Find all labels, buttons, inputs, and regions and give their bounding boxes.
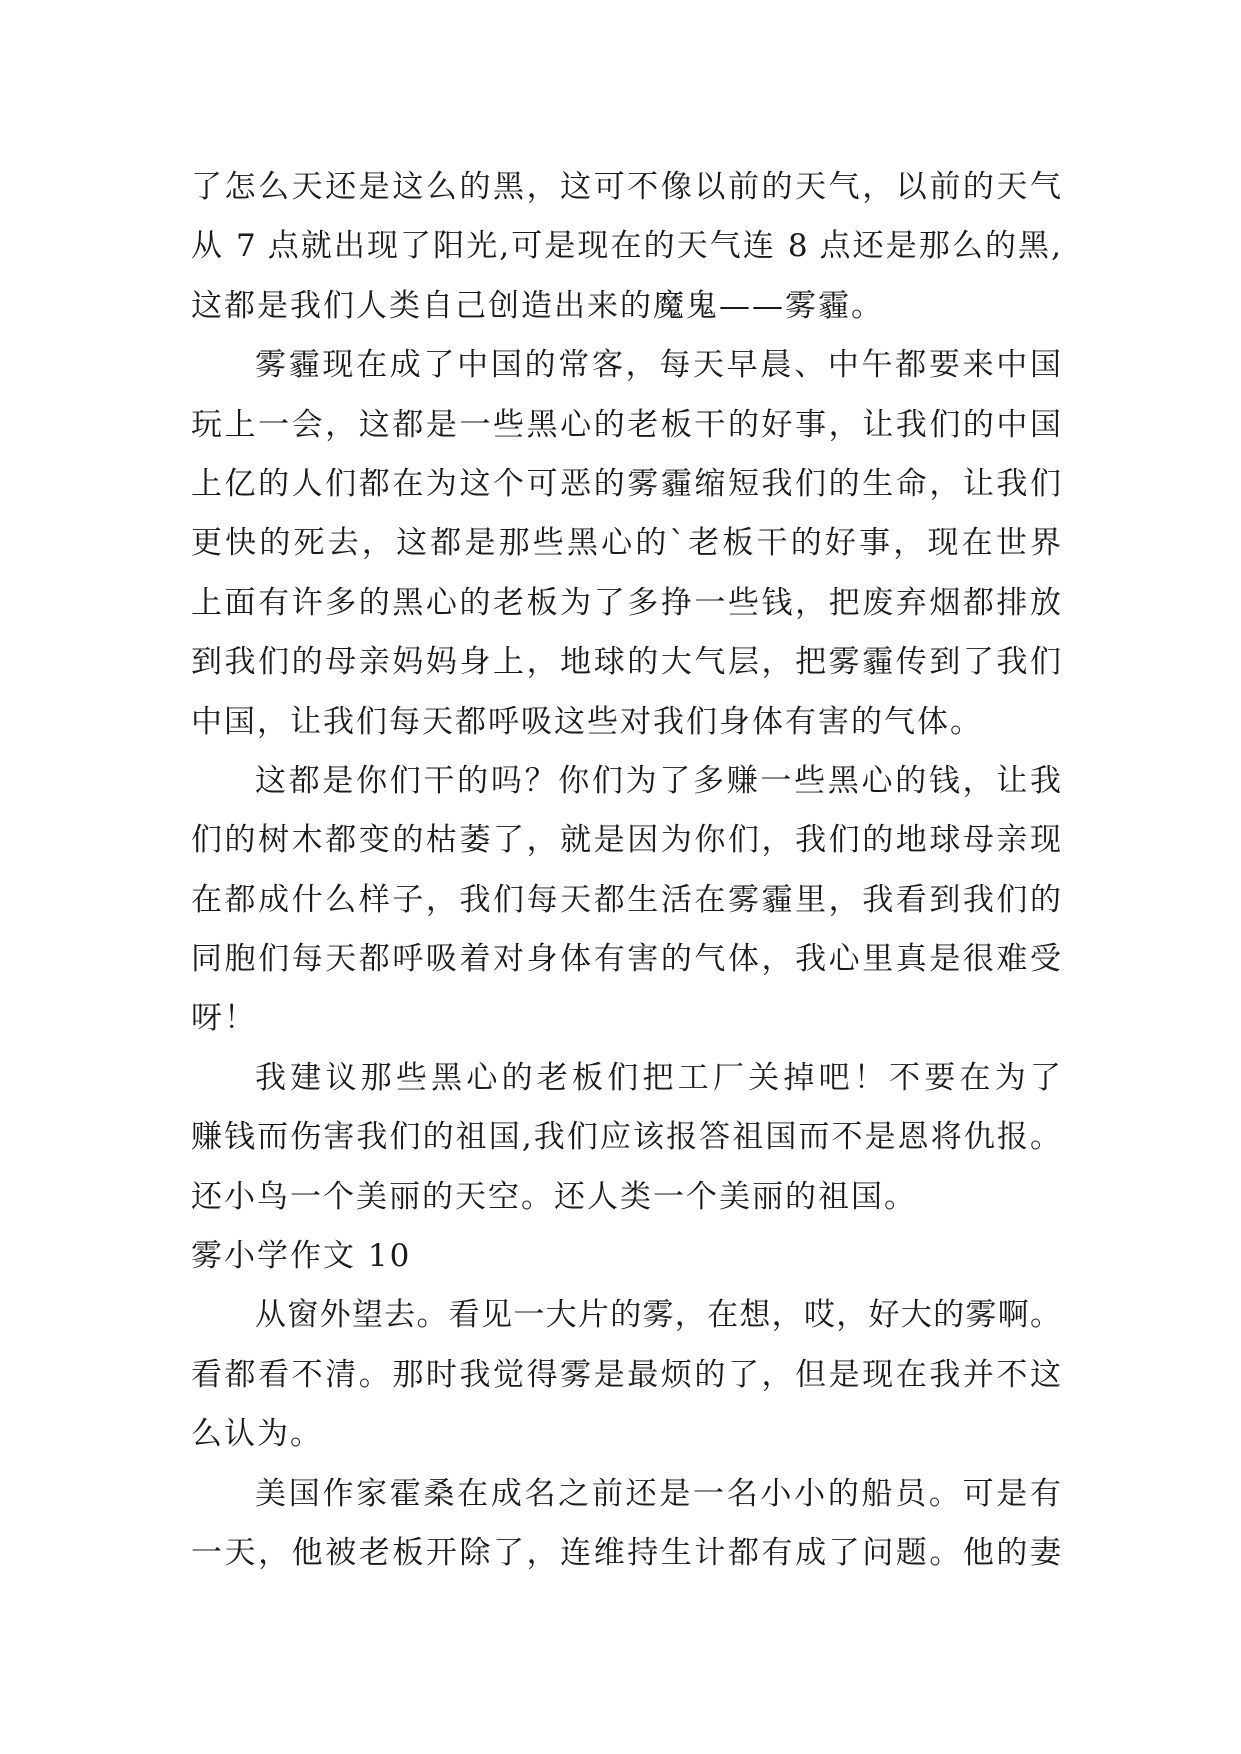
document-body xyxy=(191,158,1061,1583)
text-line: 看都看不清。那时我觉得雾是最烦的了，但是现在我并不这 xyxy=(191,1356,1061,1393)
text-line: 雾霾现在成了中国的常客，每天早晨、中午都要来中国 xyxy=(255,347,1061,384)
text-line: 这都是我们人类自己创造出来的魔鬼——雾霾。 xyxy=(191,287,884,324)
text-line: 们的树木都变的枯萎了，就是因为你们，我们的地球母亲现 xyxy=(191,822,1061,859)
text-line: 从 7 点就出现了阳光,可是现在的天气连 8 点还是那么的黑, xyxy=(191,228,1061,265)
text-line: 这都是你们干的吗？你们为了多赚一些黑心的钱，让我 xyxy=(255,762,1061,799)
text-line: 么认为。 xyxy=(191,1416,323,1453)
text-line: 上亿的人们都在为这个可恶的雾霾缩短我们的生命，让我们 xyxy=(191,465,1061,502)
text-line: 同胞们每天都呼吸着对身体有害的气体，我心里真是很难受 xyxy=(191,941,1061,978)
text-line: 中国，让我们每天都呼吸这些对我们身体有害的气体。 xyxy=(191,703,983,740)
text-line: 上面有许多的黑心的老板为了多挣一些钱，把废弃烟都排放 xyxy=(191,584,1061,621)
text-line: 从窗外望去。看见一大片的雾，在想，哎，好大的雾啊。 xyxy=(255,1297,1061,1334)
text-line: 玩上一会，这都是一些黑心的老板干的好事，让我们的中国 xyxy=(191,406,1061,443)
text-line: 到我们的母亲妈妈身上，地球的大气层，把雾霾传到了我们 xyxy=(191,644,1061,681)
text-line: 我建议那些黑心的老板们把工厂关掉吧！不要在为了 xyxy=(255,1059,1061,1096)
text-line: 还小鸟一个美丽的天空。还人类一个美丽的祖国。 xyxy=(191,1178,917,1215)
text-line: 一天，他被老板开除了，连维持生计都有成了问题。他的妻 xyxy=(191,1534,1061,1571)
section-heading: 雾小学作文 10 xyxy=(191,1238,412,1275)
text-line: 赚钱而伤害我们的祖国,我们应该报答祖国而不是恩将仇报。 xyxy=(191,1119,1061,1156)
text-line: 了怎么天还是这么的黑，这可不像以前的天气，以前的天气 xyxy=(191,169,1061,205)
text-line: 呀！ xyxy=(191,1000,257,1037)
text-line: 更快的死去，这都是那些黑心的`老板干的好事，现在世界 xyxy=(191,525,1061,562)
text-line: 美国作家霍桑在成名之前还是一名小小的船员。可是有 xyxy=(255,1475,1061,1512)
text-line: 在都成什么样子，我们每天都生活在雾霾里，我看到我们的 xyxy=(191,881,1061,918)
